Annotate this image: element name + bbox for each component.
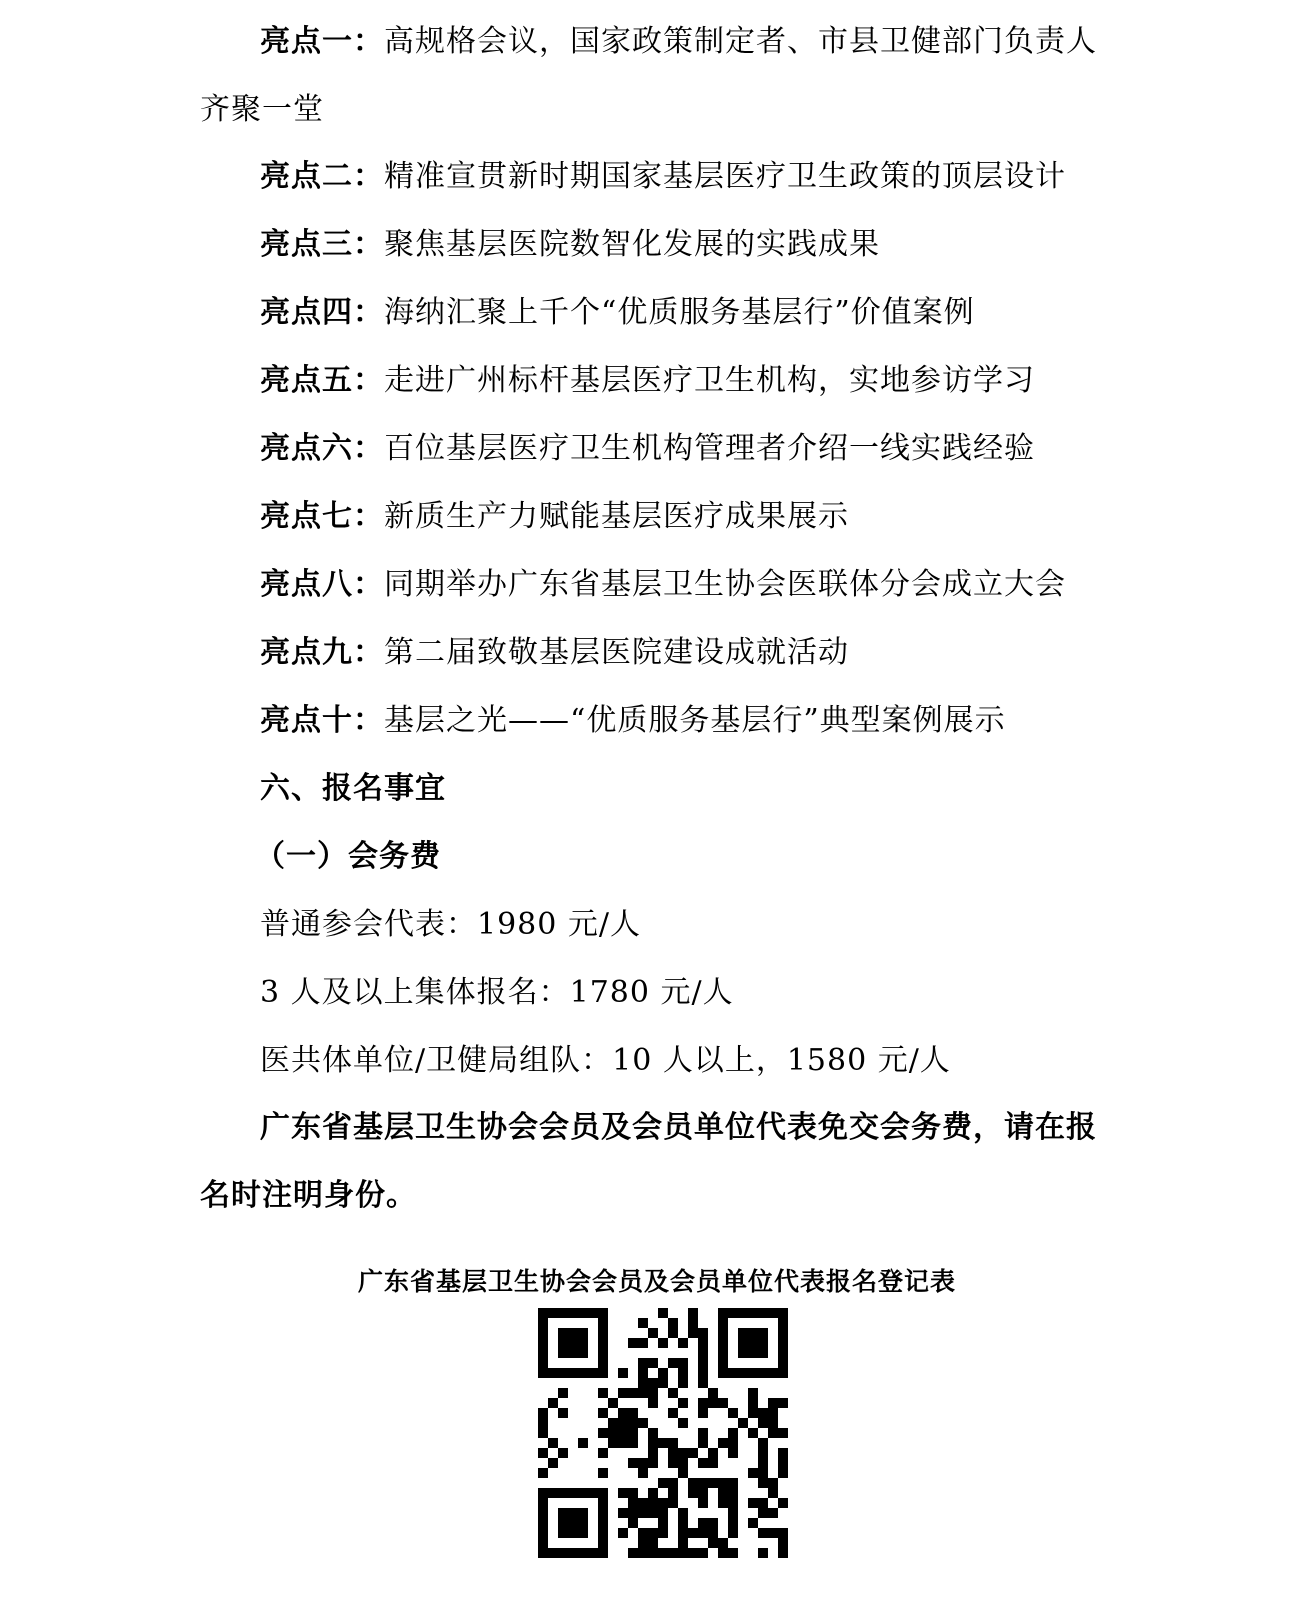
fee-item: 医共体单位/卫健局组队：10 人以上，1580 元/人 xyxy=(260,1043,951,1078)
highlight-label: 亮点十： xyxy=(260,703,384,738)
member-note: 广东省基层卫生协会会员及会员单位代表免交会务费，请在报名时注明身份。 xyxy=(200,1110,1097,1213)
highlight-text: 同期举办广东省基层卫生协会医联体分会成立大会 xyxy=(384,567,1066,602)
highlight-text: 百位基层医疗卫生机构管理者介绍一线实践经验 xyxy=(384,431,1035,466)
highlight-8 xyxy=(260,551,1120,619)
highlight-1 xyxy=(200,8,1120,144)
highlight-text: 聚焦基层医院数智化发展的实践成果 xyxy=(384,227,880,262)
section-heading: 六、报名事宜 xyxy=(260,771,446,806)
highlight-7 xyxy=(260,483,1120,551)
fee-item: 普通参会代表：1980 元/人 xyxy=(260,907,641,942)
highlight-label: 亮点九： xyxy=(260,635,384,670)
highlight-5 xyxy=(260,347,1120,415)
highlight-label: 亮点三： xyxy=(260,227,384,262)
highlight-label: 亮点四： xyxy=(260,295,384,330)
qr-caption: 广东省基层卫生协会会员及会员单位代表报名登记表 xyxy=(357,1267,956,1296)
highlight-3 xyxy=(260,211,1120,279)
fee-item: 3 人及以上集体报名：1780 元/人 xyxy=(260,975,734,1010)
highlight-label: 亮点五： xyxy=(260,363,384,398)
highlight-10 xyxy=(260,687,1120,755)
highlight-label: 亮点六： xyxy=(260,431,384,466)
highlight-text: 走进广州标杆基层医疗卫生机构，实地参访学习 xyxy=(384,363,1035,398)
highlight-6 xyxy=(260,415,1120,483)
section-subheading: （一）会务费 xyxy=(255,839,441,874)
highlight-text: 新质生产力赋能基层医疗成果展示 xyxy=(384,499,849,534)
qr-code-image[interactable] xyxy=(538,1308,788,1558)
highlight-label: 亮点八： xyxy=(260,567,384,602)
highlight-text: 第二届致敬基层医院建设成就活动 xyxy=(384,635,849,670)
highlight-label: 亮点七： xyxy=(260,499,384,534)
highlight-2 xyxy=(260,143,1120,211)
highlight-9 xyxy=(260,619,1120,687)
highlight-text: 海纳汇聚上千个“优质服务基层行”价值案例 xyxy=(384,295,975,330)
highlight-text: 精准宣贯新时期国家基层医疗卫生政策的顶层设计 xyxy=(384,159,1066,194)
highlight-label: 亮点一： xyxy=(260,24,384,59)
highlight-text: 基层之光——“优质服务基层行”典型案例展示 xyxy=(384,703,1006,738)
highlight-4 xyxy=(260,279,1120,347)
highlight-text: 高规格会议，国家政策制定者、市县卫健部门负责人齐聚一堂 xyxy=(200,24,1097,127)
highlight-label: 亮点二： xyxy=(260,159,384,194)
